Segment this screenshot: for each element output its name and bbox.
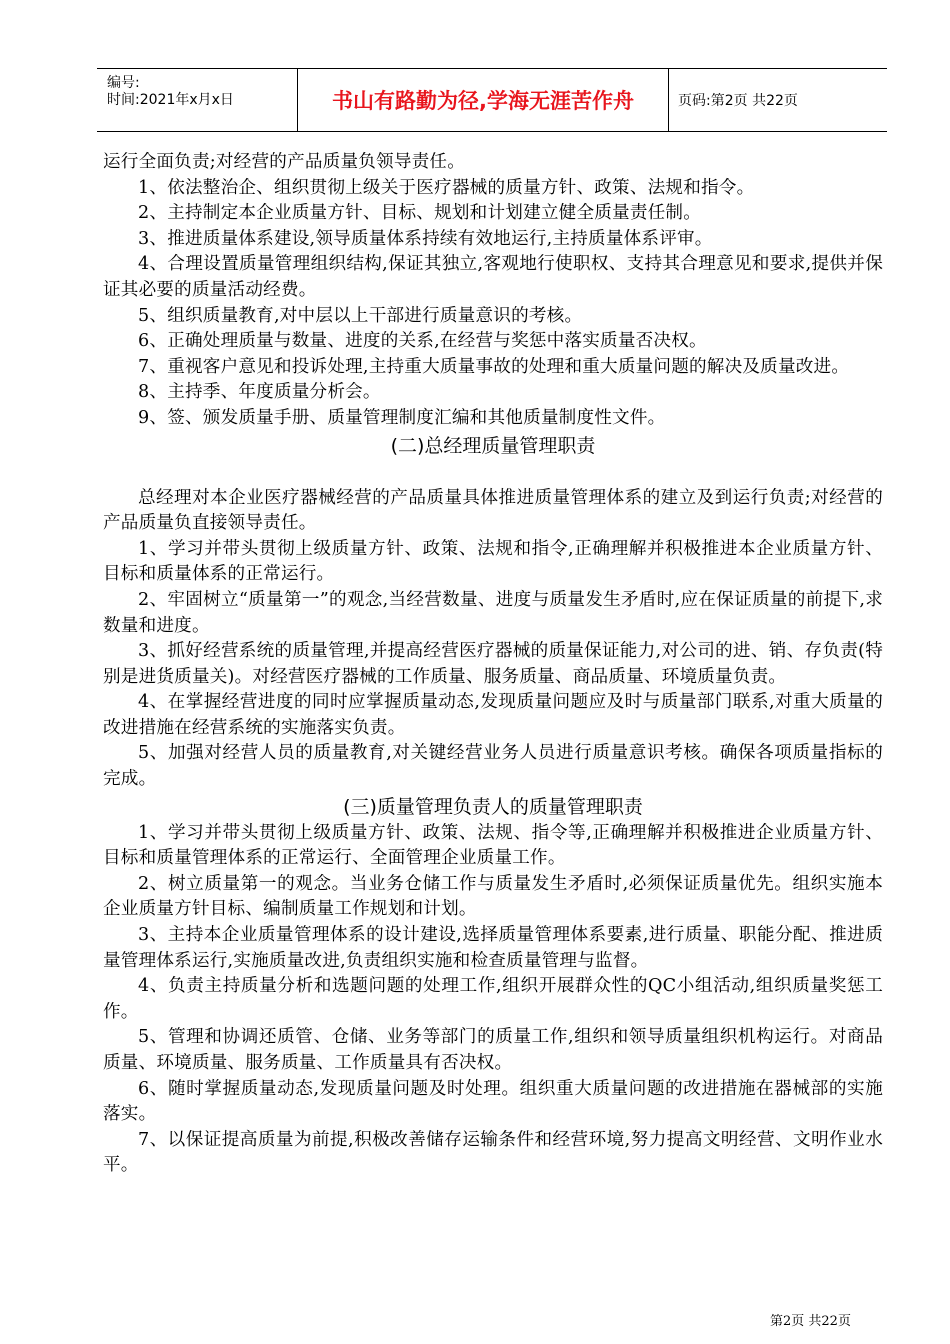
paragraph: 7、以保证提高质量为前提,积极改善储存运输条件和经营环境,努力提高文明经营、文明作业水平。 — [103, 1129, 883, 1176]
paragraph: 6、正确处理质量与数量、进度的关系,在经营与奖惩中落实质量否决权。 — [138, 331, 707, 352]
header-motto: 书山有路勤为径,学海无涯苦作舟 — [297, 69, 669, 131]
page-header — [97, 68, 887, 132]
paragraph: 3、主持本企业质量管理体系的设计建设,选择质量管理体系要素,进行质量、职能分配、推进质量管理体系运行,实施质量改进,负责组织实施和检查质量管理与监督。 — [103, 925, 883, 971]
document-time-label: 时间:2021年x月x日 — [107, 92, 234, 108]
spacer — [103, 460, 883, 486]
paragraph: 2、主持制定本企业质量方针、目标、规划和计划建立健全质量责任制。 — [138, 203, 702, 224]
paragraph: 2、牢固树立“质量第一”的观念,当经营数量、进度与质量发生矛盾时,应在保证质量的前提下,求数量和进度。 — [103, 589, 883, 636]
paragraph: 7、重视客户意见和投诉处理,主持重大质量事故的处理和重大质量问题的解决及质量改进。 — [138, 356, 850, 377]
paragraph: 9、签、颁发质量手册、质量管理制度汇编和其他质量制度性文件。 — [138, 407, 666, 428]
paragraph: 3、推进质量体系建设,领导质量体系持续有效地运行,主持质量体系评审。 — [138, 228, 713, 249]
paragraph: 总经理对本企业医疗器械经营的产品质量具体推进质量管理体系的建立及到运行负责;对经营的产品质量负直接领导责任。 — [103, 487, 883, 534]
section-heading: (二)总经理质量管理职责 — [390, 434, 596, 457]
paragraph: 6、随时掌握质量动态,发现质量问题及时处理。组织重大质量问题的改进措施在器械部的实施落实。 — [103, 1078, 883, 1125]
header-page-cell — [668, 69, 887, 131]
document-number-label: 编号: — [107, 75, 140, 91]
paragraph: 1、学习并带头贯彻上级质量方针、政策、法规和指令,正确理解并积极推进本企业质量方针、目标和质量体系的正常运行。 — [103, 538, 883, 585]
header-meta-cell — [97, 69, 297, 131]
paragraph: 2、树立质量第一的观念。当业务仓储工作与质量发生矛盾时,必须保证质量优先。组织实施本企业质量方针目标、编制质量工作规划和计划。 — [103, 873, 883, 920]
paragraph: 4、合理设置质量管理组织结构,保证其独立,客观地行使职权、支持其合理意见和要求,提供并保证其必要的质量活动经费。 — [103, 254, 883, 300]
paragraph: 运行全面负责;对经营的产品质量负领导责任。 — [103, 152, 466, 172]
paragraph: 5、管理和协调还质管、仓储、业务等部门的质量工作,组织和领导质量组织机构运行。对商品质量、环境质量、服务质量、工作质量具有否决权。 — [103, 1027, 883, 1073]
paragraph: 4、负责主持质量分析和选题问题的处理工作,组织开展群众性的QC小组活动,组织质量奖惩工作。 — [103, 976, 883, 1022]
paragraph: 3、抓好经营系统的质量管理,并提高经营医疗器械的质量保证能力,对公司的进、销、存负责(特别是进货质量关)。对经营医疗器械的工作质量、服务质量、商品质量、环境质量负责。 — [103, 641, 883, 687]
paragraph: 5、组织质量教育,对中层以上干部进行质量意识的考核。 — [138, 305, 583, 326]
paragraph: 1、学习并带头贯彻上级质量方针、政策、法规、指令等,正确理解并积极推进企业质量方针、目标和质量管理体系的正常运行、全面管理企业质量工作。 — [103, 822, 883, 869]
header-page-label: 页码:第2页 共22页 — [678, 93, 798, 109]
document-body — [103, 150, 883, 1179]
paragraph: 1、依法整治企、组织贯彻上级关于医疗器械的质量方针、政策、法规和指令。 — [138, 177, 755, 198]
paragraph: 5、加强对经营人员的质量教育,对关键经营业务人员进行质量意识考核。确保各项质量指标的完成。 — [103, 743, 883, 790]
paragraph: 8、主持季、年度质量分析会。 — [138, 382, 381, 403]
page-footer: 第2页 共22页 — [770, 1314, 851, 1329]
paragraph: 4、在掌握经营进度的同时应掌握质量动态,发现质量问题应及时与质量部门联系,对重大质量的改进措施在经营系统的实施落实负责。 — [103, 692, 883, 738]
section-heading: (三)质量管理负责人的质量管理职责 — [343, 795, 643, 818]
